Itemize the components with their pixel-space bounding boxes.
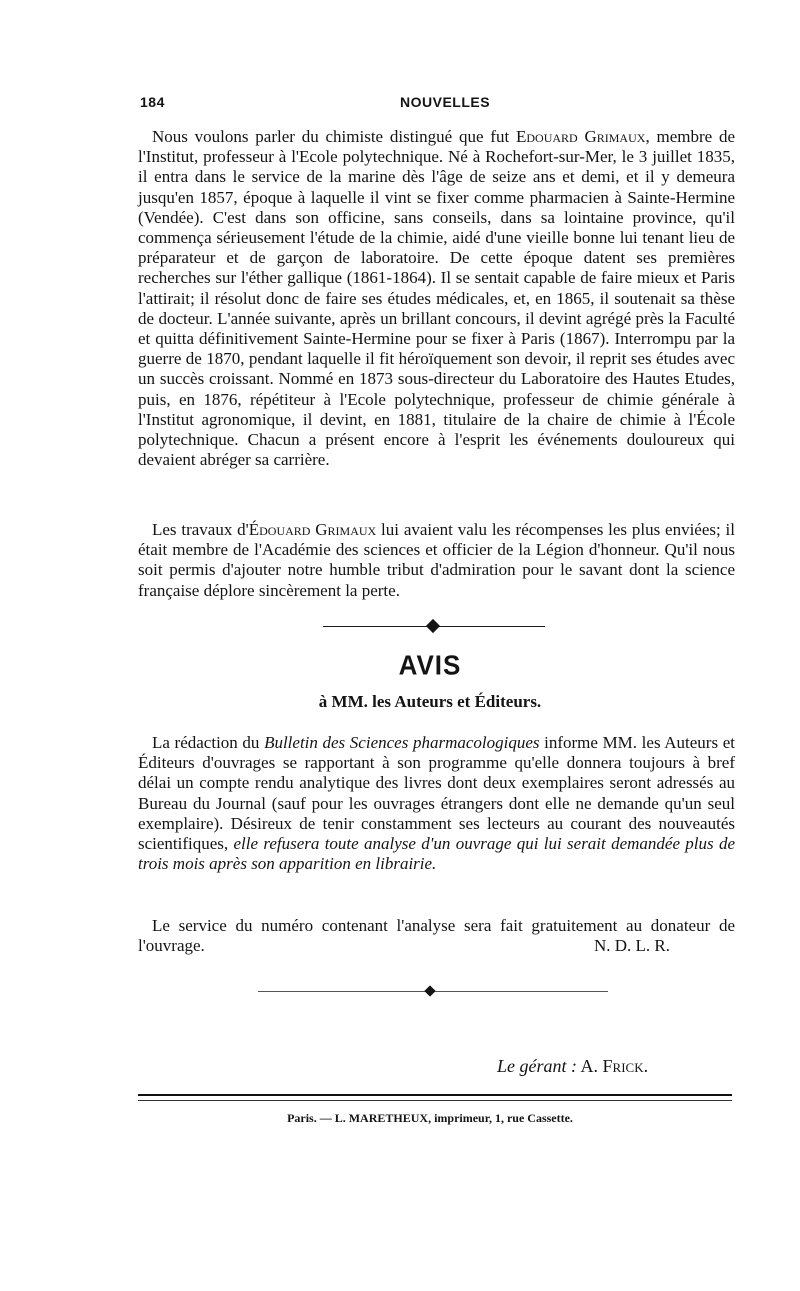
manager-signature xyxy=(497,1056,648,1077)
footer-rule-thick xyxy=(138,1094,732,1096)
notice-p1-text: informe MM. les Auteurs et Éditeurs d'ouvrages se rapportant à son programme qu'elle donnera toujours à bref délai un compte rendu analytique des livres dont deux exemplaires seront adressés au Bureau du Journal (sauf pour les ouvrages étrangers dont elle ne demande qu'un seul exemplaire). Désireux de tenir constamment ses lecteurs au courant des nouveautés scientifiques, xyxy=(138,733,735,854)
journal-title: Bulletin des Sciences pharmacologiques xyxy=(264,733,540,752)
end-ornament-icon xyxy=(424,985,435,996)
notice-subtitle: à MM. les Auteurs et Éditeurs. xyxy=(318,692,542,711)
obituary-paragraph-2 xyxy=(138,520,735,601)
obituary-p2-text: lui avaient valu les récompenses les plus enviées; il était membre de l'Académie des sciences et officier de la Légion d'honneur. Qu'il nous soit permis d'ajouter notre humble tribut d'admiration pour le savant dont la science française déplore sincèrement la perte. xyxy=(138,520,735,600)
obituary-paragraph-1 xyxy=(138,127,735,470)
printer-imprint: Paris. — L. MARETHEUX, imprimeur, 1, rue Cassette. xyxy=(287,1111,573,1125)
divider-ornament-icon xyxy=(426,619,440,633)
manager-label: Le gérant : xyxy=(497,1056,577,1076)
person-name: Edouard Grimaux xyxy=(515,127,646,146)
page-number: 184 xyxy=(140,94,165,110)
notice-p1-italic: elle refusera toute analyse d'un ouvrage qui lui serait demandée plus de trois mois après son apparition en librairie. xyxy=(138,834,736,874)
running-head: NOUVELLES xyxy=(400,94,491,110)
notice-p1-lead: La rédaction du xyxy=(152,733,265,752)
page-header xyxy=(140,94,730,114)
notice-paragraph-1 xyxy=(138,733,735,874)
manager-name: Frick. xyxy=(602,1056,649,1076)
manager-initial: A. xyxy=(580,1056,599,1076)
notice-paragraph-2 xyxy=(138,916,735,956)
obituary-p1-text: , membre de l'Institut, professeur à l'Ecole polytechnique. Né à Rochefort-sur-Mer, le 3 juillet 1835, il entra dans le service de la marine dès l'âge de seize ans et demi, et il y demeura jusqu'en 1857, époque à laquelle il vint se fixer comme pharmacien à Sainte-Hermine (Vendée). C'est dans son officine, sans conseils, dans sa lointaine province, qu'il commença sérieusement l'étude de la chimie, aidé d'une vieille bonne lui tenant lieu de préparateur et de garçon de laboratoire. De cette époque datent ses premières recherches sur l'éther gallique (1861-1864). Il se sentait capable de faire mieux et Paris l'attirait; il résolut donc de faire ses études médicales, et, en 1865, il soutenait sa thèse de docteur. L'année suivante, après un brillant concours, il devint agrégé près la Faculté et quitta définitivement Sainte-Hermine pour se fixer à Paris (1867). Interrompu par la guerre de 1870, pendant laquelle il fit héroïquement son devoir, il reprit ses études avec un succès croissant. Nommé en 1873 sous-directeur du Laboratoire des Hautes Etudes, puis, en 1876, répétiteur à l'Ecole polytechnique, professeur de chimie générale à l'Institut agronomique, il devint, en 1881, titulaire de la chaire de chimie à l'École polytechnique. Chacun a présent encore à l'esprit les événements douloureux qui devaient abréger sa carrière. xyxy=(138,127,735,470)
person-name: Édouard Grimaux xyxy=(248,520,377,539)
editor-initials: N. D. L. R. xyxy=(593,936,670,955)
obituary-p1-lead: Nous voulons parler du chimiste distingué que fut xyxy=(152,127,516,146)
footer-rule-thin xyxy=(138,1100,732,1101)
obituary-p2-lead: Les travaux d' xyxy=(152,520,249,539)
notice-title: AVIS xyxy=(398,649,462,681)
notice-p2-text: Le service du numéro contenant l'analyse sera fait gratuitement au donateur de l'ouvrage. xyxy=(138,916,735,956)
